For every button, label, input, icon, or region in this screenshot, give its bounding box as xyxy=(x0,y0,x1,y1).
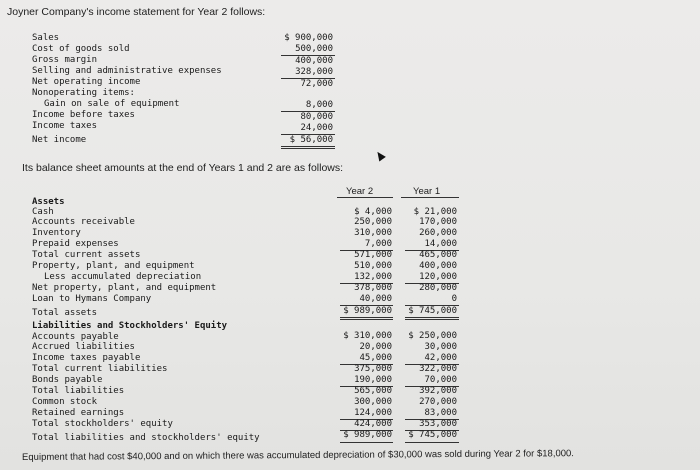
income-value-cogs: 500,000 xyxy=(295,44,333,54)
y2-double-rule-a xyxy=(340,317,393,318)
y1-total-current-assets: 465,000 xyxy=(419,250,457,260)
bs-label-liab-equity: Liabilities and Stockholders' Equity xyxy=(32,321,228,331)
y2-accounts-payable: $ 310,000 xyxy=(343,331,392,341)
bs-label-prepaid: Prepaid expenses xyxy=(32,239,119,249)
y2-total-current-liab: 375,000 xyxy=(354,364,392,374)
income-value-gross-margin: 400,000 xyxy=(295,56,333,66)
header-rule-year2 xyxy=(337,197,393,198)
y2-net-ppe: 378,000 xyxy=(354,283,392,293)
bs-label-receivable: Accounts receivable xyxy=(32,217,135,227)
y1-net-ppe: 280,000 xyxy=(419,283,457,293)
bs-label-total-liab-equity: Total liabilities and stockholders' equity xyxy=(32,433,260,443)
y1-prepaid: 14,000 xyxy=(424,239,457,249)
bs-label-retained: Retained earnings xyxy=(32,408,125,418)
bs-label-total-current-liab: Total current liabilities xyxy=(32,364,168,374)
mouse-cursor-icon xyxy=(374,150,386,162)
income-value-taxes: 24,000 xyxy=(300,123,333,133)
header-rule-year1 xyxy=(401,197,459,198)
y2-prepaid: 7,000 xyxy=(364,239,392,249)
y1-common-stock: 270,000 xyxy=(419,397,457,407)
income-double-rule-b xyxy=(281,148,335,149)
bs-label-income-taxes-payable: Income taxes payable xyxy=(32,353,141,363)
income-label-taxes: Income taxes xyxy=(32,121,98,131)
bs-label-total-liab: Total liabilities xyxy=(32,386,125,396)
income-label-before-taxes: Income before taxes xyxy=(32,110,135,120)
bs-label-total-current-assets: Total current assets xyxy=(32,250,141,260)
y2-common-stock: 300,000 xyxy=(354,397,392,407)
y1-total-current-liab: 322,000 xyxy=(419,364,457,374)
income-label-nonoperating: Nonoperating items: xyxy=(32,88,135,98)
y1-double-rule-c xyxy=(405,442,459,443)
balance-sheet-intro: Its balance sheet amounts at the end of Years 1 and 2 are as follows: xyxy=(22,162,344,174)
y2-double-rule-c xyxy=(340,442,393,443)
income-value-net-income: $ 56,000 xyxy=(289,135,333,145)
y1-total-liab: 392,000 xyxy=(419,386,457,396)
y1-accrued: 30,000 xyxy=(424,342,457,352)
y1-receivable: 170,000 xyxy=(419,217,457,227)
y2-double-rule-b xyxy=(340,319,393,320)
bs-label-total-assets: Total assets xyxy=(32,308,98,318)
income-value-selling-admin: 328,000 xyxy=(295,67,333,77)
y1-cash: $ 21,000 xyxy=(413,207,457,217)
y1-double-rule-b xyxy=(405,319,459,320)
income-label-selling-admin: Selling and administrative expenses xyxy=(32,66,222,76)
col-header-year1: Year 1 xyxy=(413,186,441,197)
bs-label-accum-depr: Less accumulated depreciation xyxy=(44,272,202,282)
y2-total-current-assets: 571,000 xyxy=(354,250,392,260)
y1-income-taxes-payable: 42,000 xyxy=(424,353,457,363)
y2-accrued: 20,000 xyxy=(359,342,392,352)
y2-total-assets: $ 989,000 xyxy=(343,306,392,316)
income-double-rule-a xyxy=(281,146,335,147)
y1-accounts-payable: $ 250,000 xyxy=(408,331,457,341)
income-label-net-operating: Net operating income xyxy=(32,77,141,87)
y2-accum-depr: 132,000 xyxy=(354,272,392,282)
y2-income-taxes-payable: 45,000 xyxy=(359,353,392,363)
bs-label-accounts-payable: Accounts payable xyxy=(32,332,119,342)
y1-ppe: 400,000 xyxy=(419,261,457,271)
y1-total-assets: $ 745,000 xyxy=(408,306,457,316)
y1-accum-depr: 120,000 xyxy=(419,272,457,282)
y1-retained: 83,000 xyxy=(424,408,457,418)
income-label-gain: Gain on sale of equipment xyxy=(44,99,180,109)
bs-label-net-ppe: Net property, plant, and equipment xyxy=(32,283,217,293)
income-value-before-taxes: 80,000 xyxy=(300,112,333,122)
footnote: Equipment that had cost $40,000 and on which there was accumulated depreciation of $30,000 was sold during Year 2 for $18,000. xyxy=(22,448,574,463)
bs-label-accrued: Accrued liabilities xyxy=(32,342,135,352)
y2-loan: 40,000 xyxy=(359,294,392,304)
income-label-gross-margin: Gross margin xyxy=(32,55,98,65)
y2-total-liab: 565,000 xyxy=(354,386,392,396)
y1-bonds: 70,000 xyxy=(424,375,457,385)
income-value-gain: 8,000 xyxy=(305,100,333,110)
y2-retained: 124,000 xyxy=(354,408,392,418)
y1-inventory: 260,000 xyxy=(419,228,457,238)
y2-total-equity: 424,000 xyxy=(354,419,392,429)
income-value-net-operating: 72,000 xyxy=(300,79,333,89)
y2-total-liab-equity: $ 989,000 xyxy=(343,430,392,440)
income-label-cogs: Cost of goods sold xyxy=(32,44,130,54)
col-header-year2: Year 2 xyxy=(346,186,374,197)
bs-label-loan: Loan to Hymans Company xyxy=(32,294,152,304)
y2-inventory: 310,000 xyxy=(354,228,392,238)
y1-double-rule-a xyxy=(405,317,459,318)
y2-receivable: 250,000 xyxy=(354,217,392,227)
y2-bonds: 190,000 xyxy=(354,375,392,385)
bs-label-assets: Assets xyxy=(32,197,65,207)
y2-cash: $ 4,000 xyxy=(354,207,392,217)
bs-label-bonds: Bonds payable xyxy=(32,375,103,385)
income-label-net-income: Net income xyxy=(32,135,87,145)
bs-label-common-stock: Common stock xyxy=(32,397,98,407)
bs-label-total-equity: Total stockholders' equity xyxy=(32,419,173,429)
y2-ppe: 510,000 xyxy=(354,261,392,271)
income-value-sales: $ 900,000 xyxy=(284,33,333,43)
y1-loan: 0 xyxy=(451,294,457,304)
income-statement-intro: Joyner Company's income statement for Year 2 follows: xyxy=(7,6,266,18)
y1-total-liab-equity: $ 745,000 xyxy=(408,430,457,440)
y1-total-equity: 353,000 xyxy=(419,419,457,429)
income-label-sales: Sales xyxy=(32,33,60,43)
bs-label-cash: Cash xyxy=(32,207,54,217)
bs-label-inventory: Inventory xyxy=(32,228,81,238)
bs-label-ppe: Property, plant, and equipment xyxy=(32,261,195,271)
